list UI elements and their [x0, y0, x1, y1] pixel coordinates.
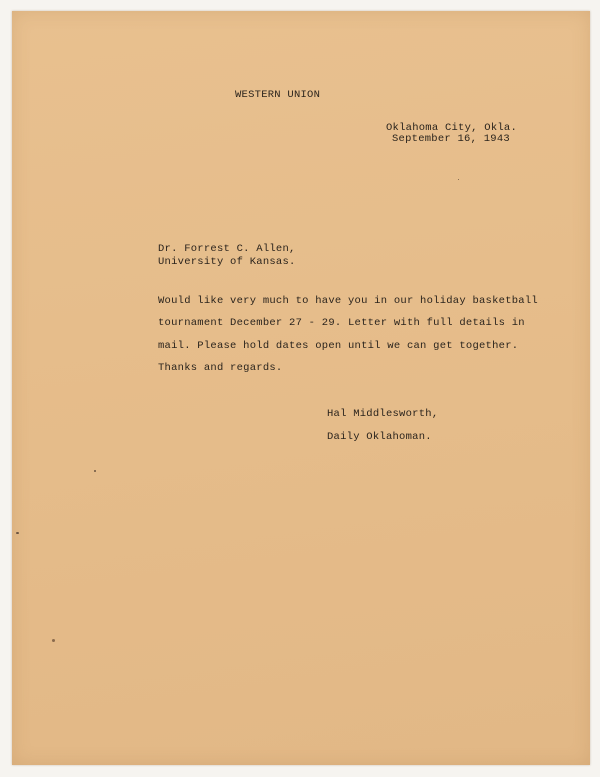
- origin-place: Oklahoma City, Okla.: [386, 122, 518, 134]
- telegram-page: [12, 11, 590, 765]
- recipient-name: Dr. Forrest C. Allen,: [158, 243, 296, 255]
- signature-name: Hal Middlesworth,: [327, 408, 439, 420]
- recipient-institution: University of Kansas.: [158, 256, 296, 268]
- letterhead-title: WESTERN UNION: [235, 89, 321, 101]
- body-line: Thanks and regards.: [158, 362, 283, 374]
- signature-organization: Daily Oklahoman.: [327, 431, 432, 443]
- paper-speck: [16, 532, 19, 534]
- paper-speck: [52, 639, 55, 642]
- letter-date: September 16, 1943: [392, 133, 510, 145]
- paper-speck: [94, 470, 96, 472]
- body-line: Would like very much to have you in our holiday basketball: [158, 295, 538, 307]
- paper-speck: [458, 179, 459, 180]
- body-line: tournament December 27 - 29. Letter with full details in: [158, 317, 525, 329]
- body-line: mail. Please hold dates open until we can get together.: [158, 340, 519, 352]
